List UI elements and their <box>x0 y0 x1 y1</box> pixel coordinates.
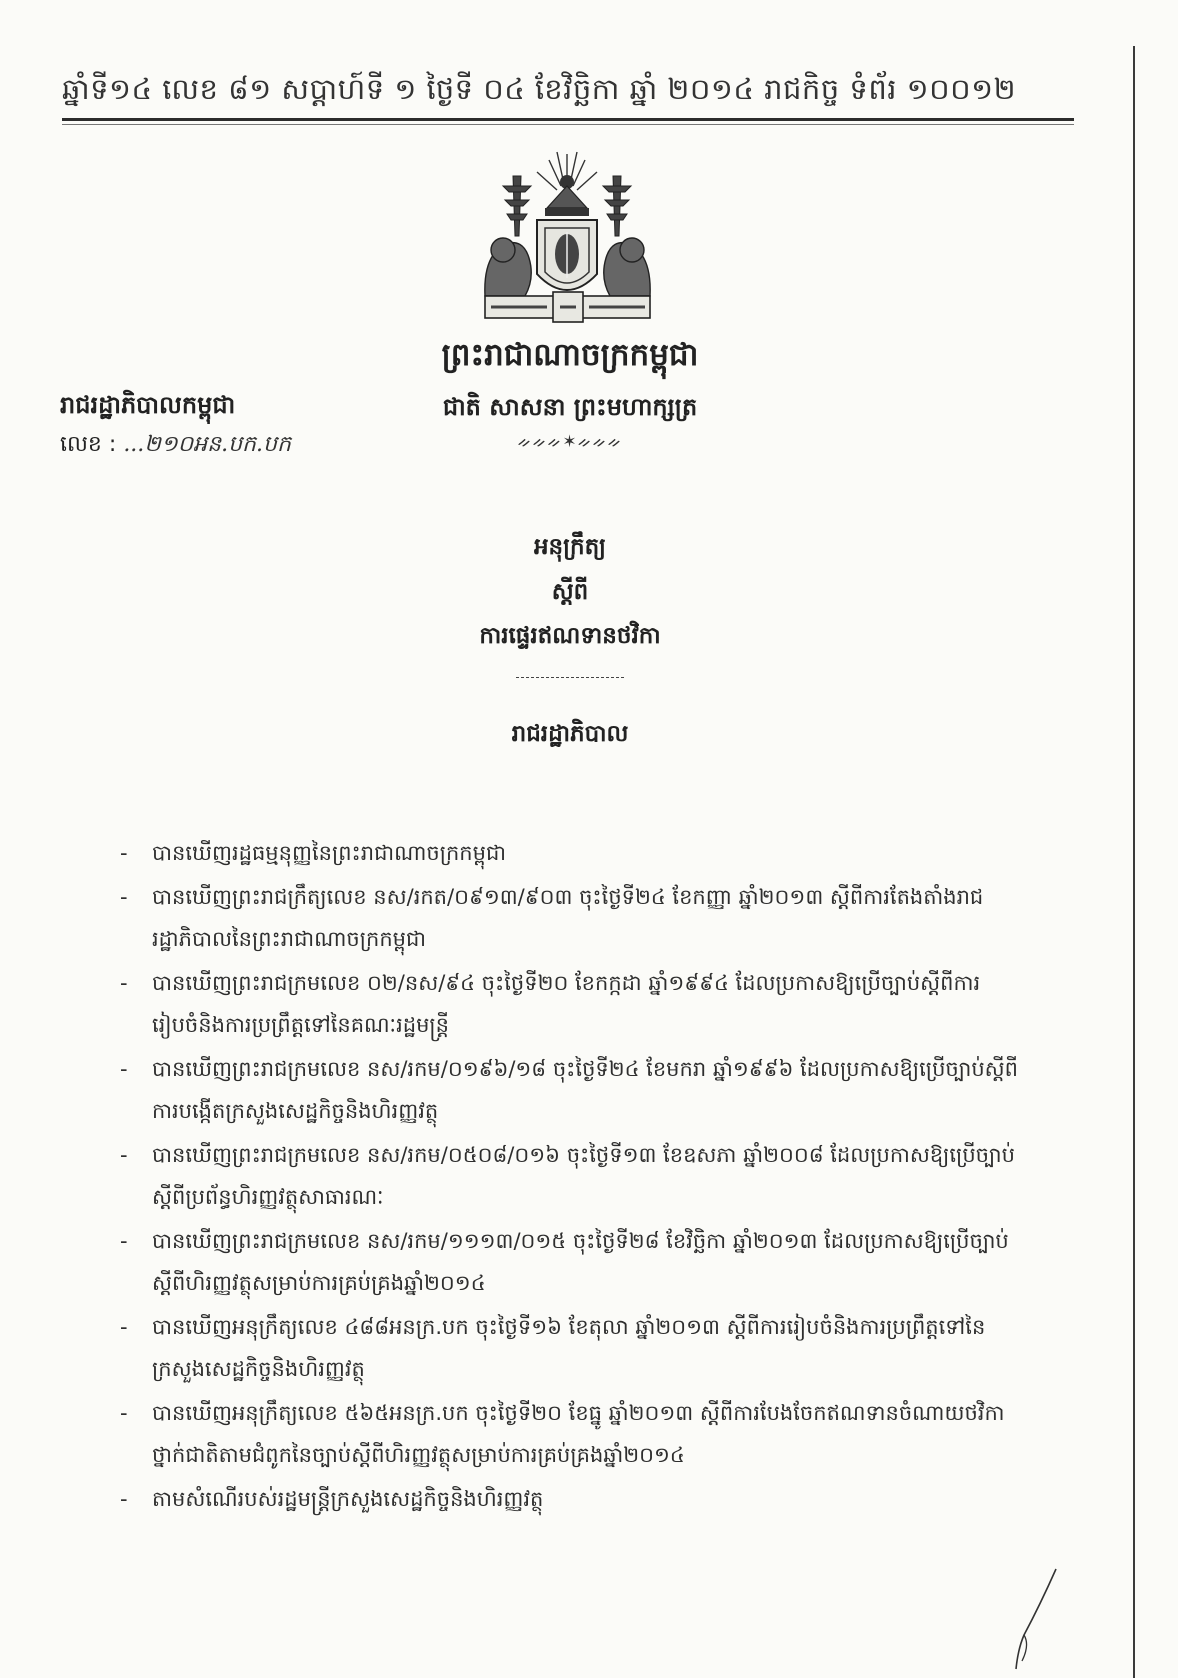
gazette-header: ឆ្នាំទី១៤ លេខ ៨១ សប្តាហ៍ទី ១ ថ្ងៃទី ០៤ ខែវិច្ឆិកា ឆ្នាំ ២០១៤ រាជកិច្ច ទំព័រ ១០០១២ <box>62 72 1017 106</box>
bullet: - <box>120 1229 128 1253</box>
handwritten-initial-mark <box>1010 1565 1060 1675</box>
bullet: - <box>120 885 128 909</box>
list-item <box>120 962 1020 1046</box>
list-item-text: បានឃើញព្រះរាជក្រឹត្យលេខ នស/រកត/០៩១៣/៩០៣ ចុះថ្ងៃទី២៤ ខែកញ្ញា ឆ្នាំ២០១៣ ស្តីពីការតែងតាំងរាជរដ្ឋាភិបាលនៃព្រះរាជាណាចក្រកម្ពុជា <box>152 885 984 951</box>
list-item-text: បានឃើញព្រះរាជក្រមលេខ នស/រកម/០៥០៨/០១៦ ចុះថ្ងៃទី១៣ ខែឧសភា ឆ្នាំ២០០៨ ដែលប្រកាសឱ្យប្រើច្បាប់ស្តីពីប្រព័ន្ធហិរញ្ញវត្ថុសាធារណៈ <box>152 1143 1015 1209</box>
header-rule <box>62 118 1074 121</box>
document-subject: ការផ្ទេរឥណទានថវិកា <box>479 622 661 649</box>
document-type: អនុក្រឹត្យ <box>533 533 607 560</box>
national-motto: ជាតិ សាសនា ព្រះមហាក្សត្រ <box>442 392 698 421</box>
page-edge-line <box>1133 46 1135 1678</box>
list-item-text: បានឃើញព្រះរាជក្រមលេខ នស/រកម/០១៩៦/១៨ ចុះថ្ងៃទី២៤ ខែមករា ឆ្នាំ១៩៩៦ ដែលប្រកាសឱ្យប្រើច្បាប់ស្តីពីការបង្កើតក្រសួងសេដ្ឋកិច្ចនិងហិរញ្ញវត្ថុ <box>152 1057 1018 1123</box>
list-item <box>120 832 1020 874</box>
issuing-government: រាជរដ្ឋាភិបាលកម្ពុជា <box>60 390 236 419</box>
kingdom-name: ព្រះរាជាណាចក្រកម្ពុជា <box>441 337 699 373</box>
list-item-text: បានឃើញព្រះរាជក្រមលេខ ០២/នស/៩៤ ចុះថ្ងៃទី២០ ខែកក្កដា ឆ្នាំ១៩៩៤ ដែលប្រកាសឱ្យប្រើច្បាប់ស្តីពីការរៀបចំនិងការប្រព្រឹត្តទៅនៃគណៈរដ្ឋមន្ត្រី <box>152 971 981 1037</box>
list-item <box>120 1478 1020 1520</box>
royal-coat-of-arms-icon <box>465 146 670 336</box>
list-item-text: បានឃើញព្រះរាជក្រមលេខ នស/រកម/១១១៣/០១៥ ចុះថ្ងៃទី២៨ ខែវិច្ឆិកា ឆ្នាំ២០១៣ ដែលប្រកាសឱ្យប្រើច្បាប់ស្តីពីហិរញ្ញវត្ថុសម្រាប់ការគ្រប់គ្រងឆ្នាំ២០១៤ <box>152 1229 1009 1295</box>
bullet: - <box>120 1401 128 1425</box>
council-heading: រាជរដ្ឋាភិបាល <box>511 720 629 747</box>
list-item-text: បានឃើញអនុក្រឹត្យលេខ ៥៦៥អនក្រ.បក ចុះថ្ងៃទី២០ ខែធ្នូ ឆ្នាំ២០១៣ ស្តីពីការបែងចែកឥណទានចំណាយថវិកាថ្នាក់ជាតិតាមជំពូកនៃច្បាប់ស្តីពីហិរញ្ញវត្ថុសម្រាប់ការគ្រប់គ្រងឆ្នាំ២០១៤ <box>152 1401 1005 1467</box>
bullet: - <box>120 841 128 865</box>
bullet: - <box>120 1057 128 1081</box>
recitals-list <box>120 832 1020 1522</box>
document-number <box>60 430 360 462</box>
list-item <box>120 1306 1020 1390</box>
bullet: - <box>120 1315 128 1339</box>
document-number-value: ...២១០អន.បក.បក <box>123 432 291 457</box>
title-divider <box>516 677 624 678</box>
ornament-divider: ᨀᨀᨀ✶ᨀᨀᨀ <box>517 432 623 452</box>
list-item <box>120 1134 1020 1218</box>
list-item-text: តាមសំណើរបស់រដ្ឋមន្ត្រីក្រសួងសេដ្ឋកិច្ចនិងហិរញ្ញវត្ថុ <box>152 1487 544 1511</box>
bullet: - <box>120 971 128 995</box>
header-rule-thin <box>62 124 1074 125</box>
list-item-text: បានឃើញរដ្ឋធម្មនុញ្ញនៃព្រះរាជាណាចក្រកម្ពុជា <box>152 841 506 865</box>
document-about: ស្តីពី <box>551 578 589 605</box>
document-number-prefix: លេខ : <box>60 432 117 457</box>
list-item <box>120 1392 1020 1476</box>
bullet: - <box>120 1143 128 1167</box>
list-item-text: បានឃើញអនុក្រឹត្យលេខ ៤៨៨អនក្រ.បក ចុះថ្ងៃទី១៦ ខែតុលា ឆ្នាំ២០១៣ ស្តីពីការរៀបចំនិងការប្រព្រឹត្តទៅនៃក្រសួងសេដ្ឋកិច្ចនិងហិរញ្ញវត្ថុ <box>152 1315 986 1381</box>
list-item <box>120 1220 1020 1304</box>
list-item <box>120 876 1020 960</box>
list-item <box>120 1048 1020 1132</box>
bullet: - <box>120 1487 128 1511</box>
